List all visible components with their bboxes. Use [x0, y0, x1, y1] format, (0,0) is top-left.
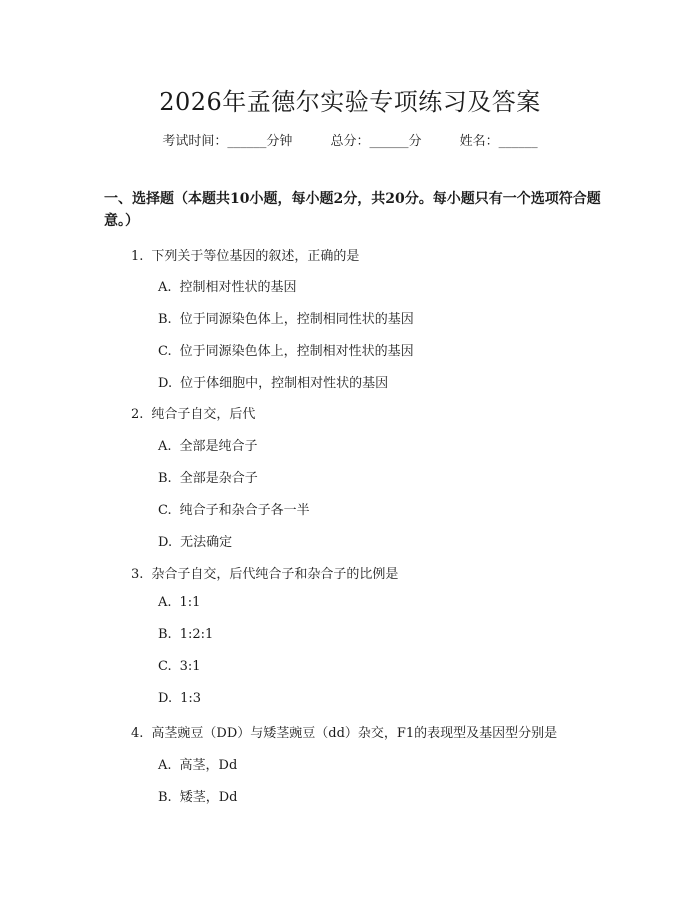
- option-letter: D.: [158, 691, 173, 706]
- question-2: [131, 403, 255, 422]
- option-text: 纯合子和杂合子各一半: [179, 503, 310, 518]
- option-text: 高茎，Dd: [179, 758, 238, 773]
- question-text: 纯合子自交，后代: [151, 407, 256, 422]
- option-3a: [158, 595, 200, 610]
- question-number: 1.: [131, 249, 144, 264]
- total-score-field: 总分：______分: [330, 134, 422, 149]
- option-text: 1:2:1: [179, 627, 214, 642]
- option-letter: B.: [158, 790, 172, 805]
- option-text: 位于体细胞中，控制相对性状的基因: [180, 376, 389, 391]
- option-2c: [158, 499, 310, 518]
- option-text: 无法确定: [180, 535, 233, 550]
- question-1: [131, 245, 359, 264]
- question-number: 3.: [131, 567, 144, 582]
- option-text: 全部是杂合子: [179, 471, 258, 486]
- student-name-field: 姓名：______: [459, 134, 538, 149]
- option-1d: [158, 372, 388, 391]
- question-4: [131, 722, 557, 741]
- exam-meta: [0, 130, 700, 149]
- option-text: 3:1: [179, 659, 201, 674]
- option-letter: D.: [158, 535, 173, 550]
- option-2b: [158, 467, 258, 486]
- question-text: 高茎豌豆（DD）与矮茎豌豆（dd）杂交，F1的表现型及基因型分别是: [151, 726, 558, 741]
- option-3c: [158, 659, 201, 674]
- option-text: 1:1: [179, 595, 201, 610]
- option-letter: D.: [158, 376, 173, 391]
- option-letter: A.: [158, 595, 172, 610]
- question-number: 4.: [131, 726, 144, 741]
- option-letter: C.: [158, 659, 172, 674]
- option-4a: [158, 754, 237, 773]
- option-letter: C.: [158, 503, 172, 518]
- question-text: 杂合子自交，后代纯合子和杂合子的比例是: [151, 567, 399, 582]
- question-number: 2.: [131, 407, 144, 422]
- option-text: 位于同源染色体上，控制相同性状的基因: [179, 312, 414, 327]
- option-letter: C.: [158, 344, 172, 359]
- option-4b: [158, 786, 237, 805]
- option-text: 全部是纯合子: [179, 439, 258, 454]
- option-text: 1:3: [180, 691, 202, 706]
- option-1a: [158, 276, 297, 295]
- exam-time-field: 考试时间：______分钟: [162, 134, 293, 149]
- option-letter: A.: [158, 439, 172, 454]
- option-1b: [158, 308, 414, 327]
- question-3: [131, 563, 398, 582]
- option-letter: B.: [158, 627, 172, 642]
- option-letter: B.: [158, 312, 172, 327]
- option-text: 矮茎，Dd: [179, 790, 238, 805]
- option-3b: [158, 627, 213, 642]
- option-text: 控制相对性状的基因: [179, 280, 297, 295]
- page-title: 2026年孟德尔实验专项练习及答案: [159, 88, 541, 116]
- option-letter: A.: [158, 758, 172, 773]
- option-3d: [158, 691, 201, 706]
- option-text: 位于同源染色体上，控制相对性状的基因: [179, 344, 414, 359]
- option-2a: [158, 435, 258, 454]
- option-1c: [158, 340, 414, 359]
- option-letter: B.: [158, 471, 172, 486]
- option-2d: [158, 531, 232, 550]
- question-text: 下列关于等位基因的叙述，正确的是: [151, 249, 360, 264]
- option-letter: A.: [158, 280, 172, 295]
- section-heading: 一、选择题（本题共10小题，每小题2分，共20分。每小题只有一个选项符合题意。）: [104, 191, 601, 229]
